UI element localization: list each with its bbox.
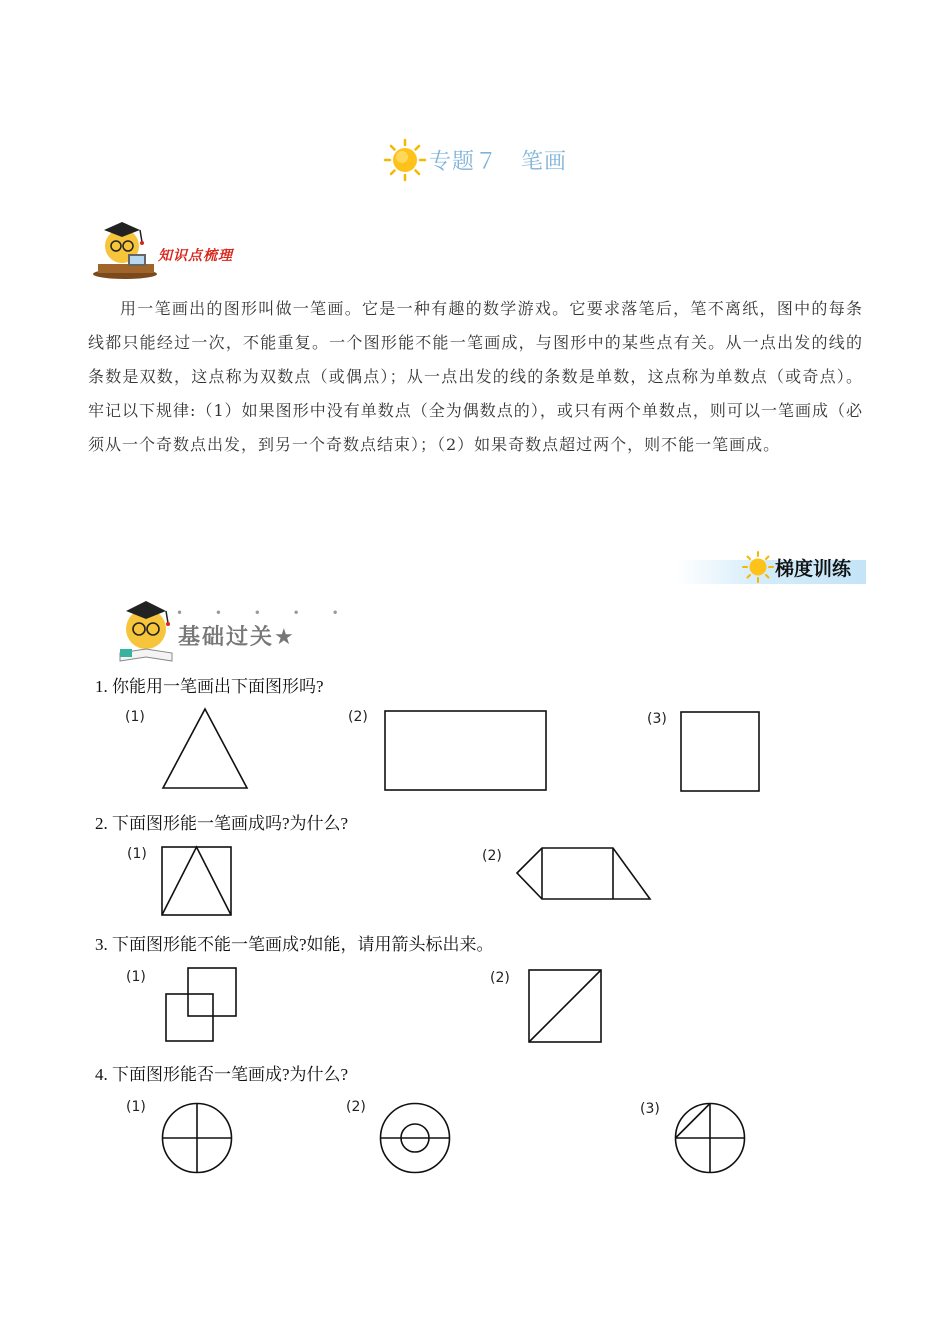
question-1: 1. 你能用一笔画出下面图形吗? xyxy=(95,677,324,696)
section-dots: • • • • • xyxy=(176,606,353,620)
question-3: 3. 下面图形能不能一笔画成?如能，请用箭头标出来。 xyxy=(95,935,494,954)
page-title xyxy=(0,138,950,182)
q4-label-1: (1) xyxy=(126,1099,146,1115)
mascot-computer-icon xyxy=(92,218,158,280)
q4-label-2: (2) xyxy=(346,1099,366,1115)
knowledge-paragraph: 用一笔画出的图形叫做一笔画。它是一种有趣的数学游戏。它要求落笔后，笔不离纸，图中的每条线都只能经过一次，不能重复。一个图形能不能一笔画成，与图形中的某些点有关。从一点出发的线的条数是双数，这点称为双数点（或偶点）；从一点出发的线的条数是单数，这点称为单数点（或奇点）。牢记以下规律:（1）如果图形中没有单数点（全为偶数点的），或只有两个单数点，则可以一笔画成（必须从一个奇数点出发，到另一个奇数点结束）；（2）如果奇数点超过两个，则不能一笔画成。 xyxy=(88,299,863,454)
q4-concentric-circles-figure xyxy=(378,1102,452,1174)
q3-overlapping-squares-figure xyxy=(164,967,239,1043)
q1-rectangle-figure xyxy=(384,710,548,792)
q3-square-diagonal-figure xyxy=(528,969,603,1044)
mascot-reading-icon xyxy=(112,595,180,665)
training-banner-text: 梯度训练 xyxy=(775,558,852,580)
q2-label-2: (2) xyxy=(482,848,502,864)
knowledge-label: 知识点梳理 xyxy=(158,248,233,264)
q2-square-triangle-figure xyxy=(161,846,233,916)
question-4: 4. 下面图形能否一笔画成?为什么? xyxy=(95,1065,349,1084)
q2-composite-figure xyxy=(516,847,652,901)
question-2: 2. 下面图形能一笔画成吗?为什么? xyxy=(95,814,349,833)
section-title: 基础过关★ xyxy=(178,625,296,650)
q4-label-3: (3) xyxy=(640,1101,660,1117)
q3-label-2: (2) xyxy=(490,970,510,986)
q1-label-2: (2) xyxy=(348,709,368,725)
sun-icon xyxy=(742,551,774,583)
q4-circle-cross-figure xyxy=(160,1102,234,1174)
q2-label-1: (1) xyxy=(127,846,147,862)
q1-label-1: (1) xyxy=(125,709,145,725)
q4-circle-cross-chord-figure xyxy=(673,1102,747,1174)
q1-square-figure xyxy=(680,711,762,793)
title-text: 专题７ 笔画 xyxy=(428,149,567,175)
q1-triangle-figure xyxy=(160,707,250,791)
sun-icon xyxy=(383,138,427,182)
q3-label-1: (1) xyxy=(126,969,146,985)
q1-label-3: (3) xyxy=(647,711,667,727)
